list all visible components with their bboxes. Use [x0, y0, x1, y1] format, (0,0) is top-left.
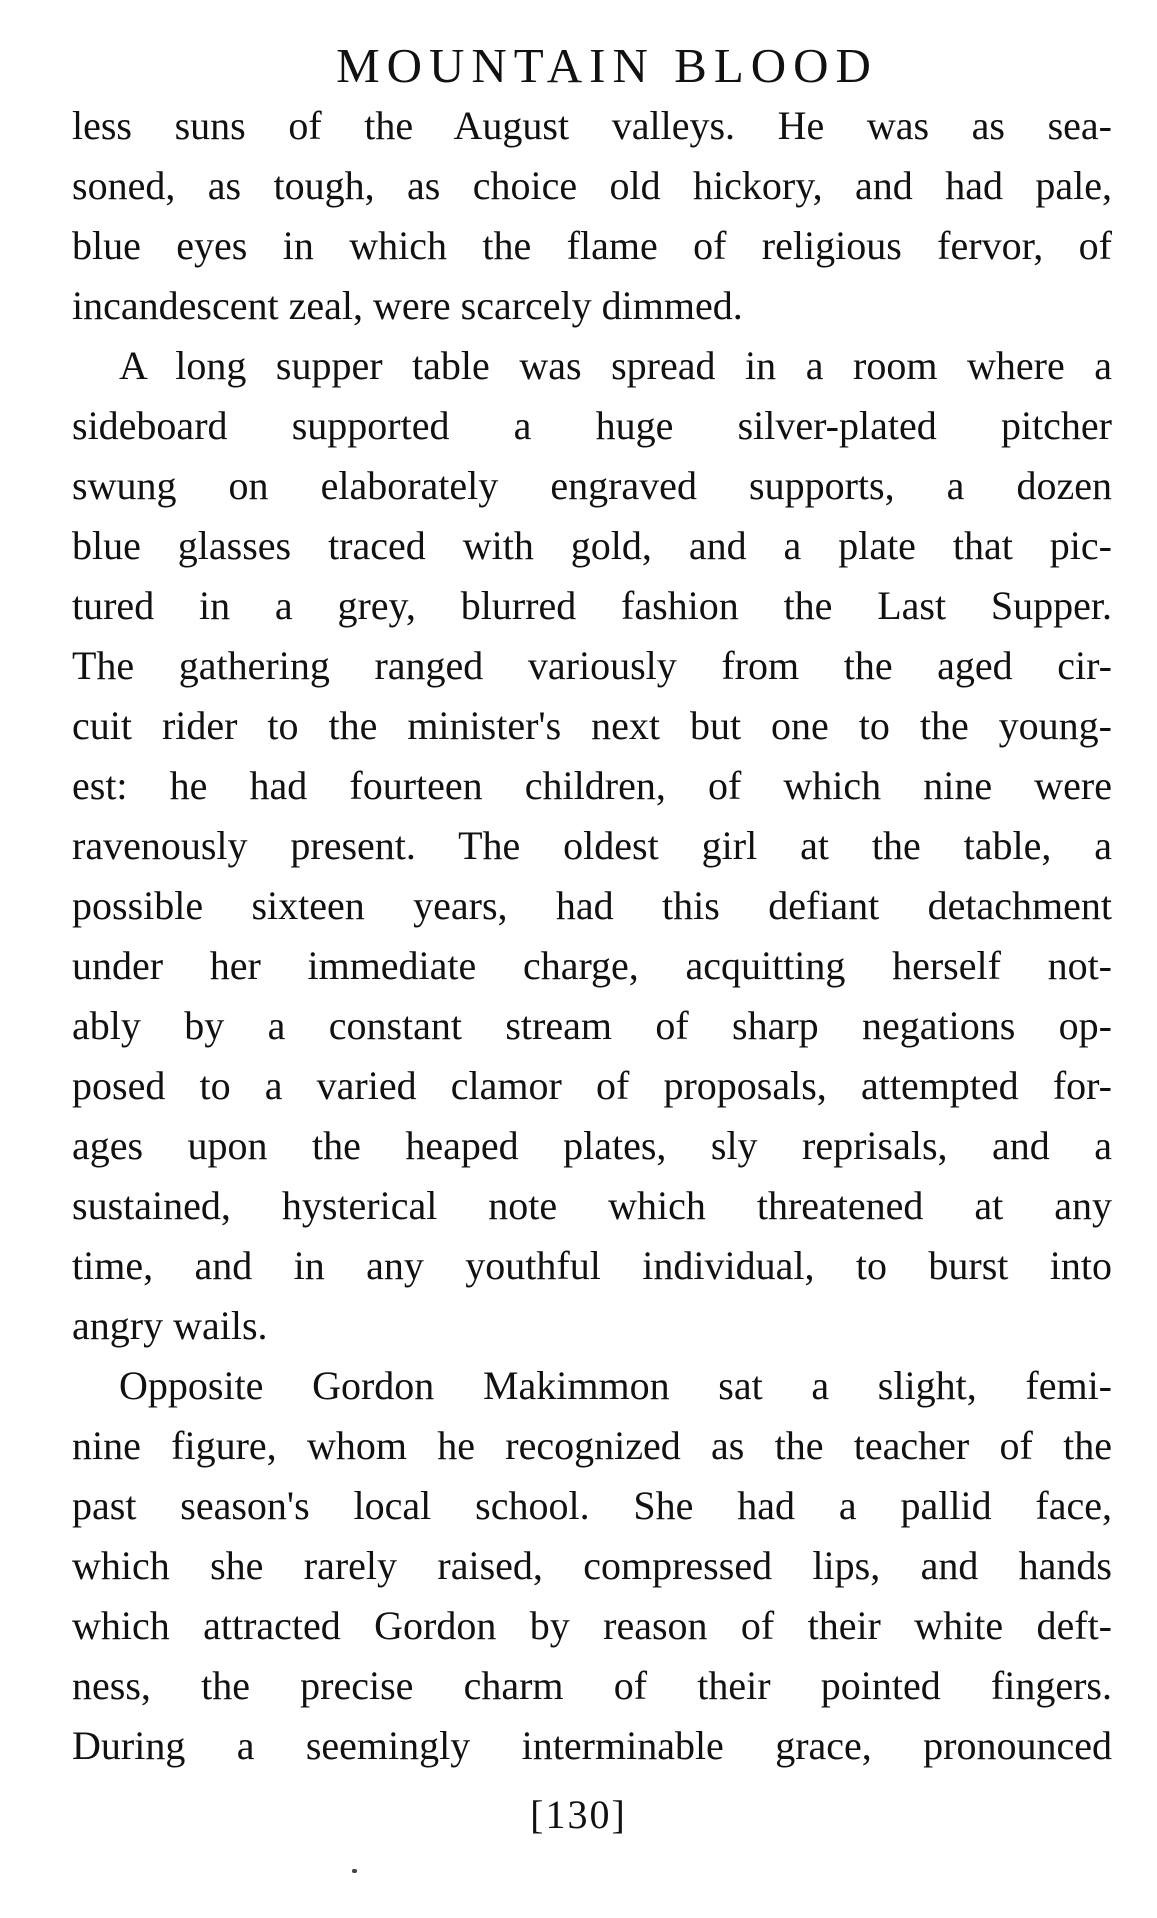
paragraph-3	[72, 1356, 1112, 1776]
text-line: ness, the precise charm of their pointed fingers.	[72, 1663, 1112, 1708]
text-line: past season's local school. She had a pallid face,	[72, 1483, 1112, 1528]
page-text-block	[72, 36, 1112, 1776]
text-line: angry wails.	[72, 1303, 268, 1348]
text-line: sustained, hysterical note which threatened at any	[72, 1183, 1112, 1228]
text-line: less suns of the August valleys. He was as sea-	[72, 103, 1112, 148]
text-line: possible sixteen years, had this defiant detachment	[72, 883, 1112, 928]
text-line: est: he had fourteen children, of which nine were	[72, 763, 1112, 808]
text-line: soned, as tough, as choice old hickory, and had pale,	[72, 163, 1112, 208]
text-line: time, and in any youthful individual, to burst into	[72, 1243, 1112, 1288]
text-line: cuit rider to the minister's next but one to the young-	[72, 703, 1112, 748]
text-line: ably by a constant stream of sharp negations op-	[72, 1003, 1112, 1048]
text-line: The gathering ranged variously from the aged cir-	[72, 643, 1112, 688]
text-line: blue glasses traced with gold, and a plate that pic-	[72, 523, 1112, 568]
text-line: tured in a grey, blurred fashion the Last Supper.	[72, 583, 1112, 628]
text-line: which attracted Gordon by reason of their white deft-	[72, 1603, 1112, 1648]
text-line: A long supper table was spread in a room where a	[119, 343, 1112, 388]
text-line: swung on elaborately engraved supports, a dozen	[72, 463, 1112, 508]
text-line: During a seemingly interminable grace, pronounced	[72, 1723, 1112, 1768]
text-line: which she rarely raised, compressed lips, and hands	[72, 1543, 1112, 1588]
text-line: ages upon the heaped plates, sly reprisals, and a	[72, 1123, 1112, 1168]
paragraph-2	[72, 336, 1112, 1356]
text-line: under her immediate charge, acquitting herself not-	[72, 943, 1112, 988]
text-line: posed to a varied clamor of proposals, attempted for-	[72, 1063, 1112, 1108]
text-line: Opposite Gordon Makimmon sat a slight, femi-	[119, 1363, 1112, 1408]
running-head: MOUNTAIN BLOOD	[336, 38, 878, 93]
page-number: [130]	[530, 1792, 627, 1837]
text-line: sideboard supported a huge silver-plated pitcher	[72, 403, 1112, 448]
text-line: blue eyes in which the flame of religious fervor, of	[72, 223, 1112, 268]
text-line: incandescent zeal, were scarcely dimmed.	[72, 283, 743, 328]
paragraph-1	[72, 96, 1112, 336]
text-line: nine figure, whom he recognized as the teacher of the	[72, 1423, 1112, 1468]
text-line: ravenously present. The oldest girl at the table, a	[72, 823, 1112, 868]
print-speck	[352, 1869, 357, 1873]
